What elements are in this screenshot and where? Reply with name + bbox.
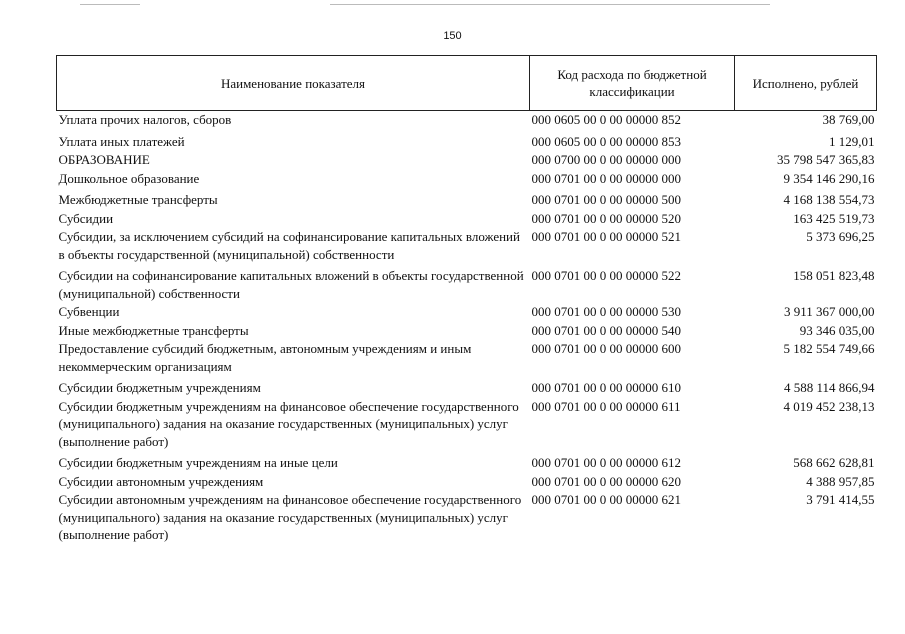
row-amount: 4 388 957,85 [806,473,875,489]
top-rule-right [330,4,770,5]
row-name: Иные межбюджетные трансферты [58,322,249,338]
row-code: 000 0605 00 0 00 00000 852 [531,112,681,127]
row-amount: 3 791 414,55 [806,492,875,507]
row-name: Субсидии бюджетным учреждениям [58,380,261,395]
header-amount: Исполнено, рублей [735,56,877,111]
table-row [57,151,877,170]
table-row [57,111,877,130]
table-row [57,322,877,341]
row-amount: 3 911 367 000,00 [783,304,875,319]
row-name: ОБРАЗОВАНИЕ [58,152,150,167]
header-name: Наименование показателя [57,56,530,111]
table-row [57,228,877,264]
row-name: Уплата иных платежей [58,133,185,149]
row-amount: 9 354 146 290,16 [783,170,875,186]
row-code: 000 0701 00 0 00 00000 521 [531,229,681,244]
row-code: 000 0701 00 0 00 00000 500 [531,192,681,207]
row-name: Уплата прочих налогов, сборов [58,112,232,127]
table-row [57,491,877,545]
row-code: 000 0701 00 0 00 00000 000 [531,170,681,186]
table-row [57,170,877,189]
row-name: Субсидии бюджетным учреждениям на иные цели [58,455,338,470]
row-amount: 4 168 138 554,73 [783,192,875,207]
row-name: Субсидии автономным учреждениям на финансовое обеспечение государственного (муниципального) задания на оказание государственных (муниципальных) услуг (выполнение работ) [58,492,522,542]
row-name: Субсидии бюджетным учреждениям на финансовое обеспечение государственного (муниципального) задания на оказание государственных (муниципальных) услуг (выполнение работ) [58,398,519,449]
row-amount: 1 129,01 [829,133,875,149]
table-row [57,473,877,492]
row-code: 000 0701 00 0 00 00000 600 [531,341,681,356]
row-name: Межбюджетные трансферты [58,192,218,207]
row-code: 000 0701 00 0 00 00000 520 [531,210,681,226]
row-code: 000 0701 00 0 00 00000 620 [531,473,681,489]
row-name: Субсидии [58,210,114,226]
row-amount: 5 182 554 749,66 [783,341,875,356]
table-row [57,340,877,376]
row-code: 000 0701 00 0 00 00000 612 [531,455,681,470]
budget-table [56,55,877,545]
row-amount: 93 346 035,00 [799,322,875,338]
row-code: 000 0701 00 0 00 00000 610 [531,380,681,395]
table-row [57,130,877,152]
table-row [57,210,877,229]
row-amount: 158 051 823,48 [793,268,875,283]
row-amount: 35 798 547 365,83 [777,152,875,167]
row-code: 000 0700 00 0 00 00000 000 [531,152,681,167]
row-code: 000 0701 00 0 00 00000 611 [531,398,681,414]
header-code: Код расхода по бюджетной классификации [530,56,735,111]
top-rule-left [80,4,140,5]
table-row [57,451,877,473]
row-name: Субвенции [58,304,120,319]
table-row [57,303,877,322]
row-amount: 4 588 114 866,94 [783,380,875,395]
row-name: Субсидии, за исключением субсидий на софинансирование капитальных вложений в объекты государственной (муниципальной) собственности [58,229,520,262]
table-body [57,111,877,545]
row-amount: 4 019 452 238,13 [783,398,875,414]
table-row [57,188,877,210]
row-amount: 5 373 696,25 [806,229,875,244]
row-code: 000 0701 00 0 00 00000 530 [531,304,681,319]
row-name: Дошкольное образование [58,170,200,186]
table-row [57,264,877,303]
table-header-row [57,56,877,111]
row-amount: 568 662 628,81 [793,455,875,470]
row-code: 000 0701 00 0 00 00000 522 [531,268,681,283]
row-name: Субсидии автономным учреждениям [58,473,264,489]
row-code: 000 0701 00 0 00 00000 621 [531,492,681,507]
page-number: 150 [443,30,462,42]
row-name: Предоставление субсидий бюджетным, автономным учреждениям и иным некоммерческим организациям [58,341,472,374]
table-row [57,398,877,452]
row-code: 000 0701 00 0 00 00000 540 [531,322,681,338]
row-code: 000 0605 00 0 00 00000 853 [531,133,681,149]
row-name: Субсидии на софинансирование капитальных вложений в объекты государственной (муниципальной) собственности [58,268,524,301]
table-row [57,376,877,398]
row-amount: 38 769,00 [822,112,875,127]
row-amount: 163 425 519,73 [793,210,875,226]
